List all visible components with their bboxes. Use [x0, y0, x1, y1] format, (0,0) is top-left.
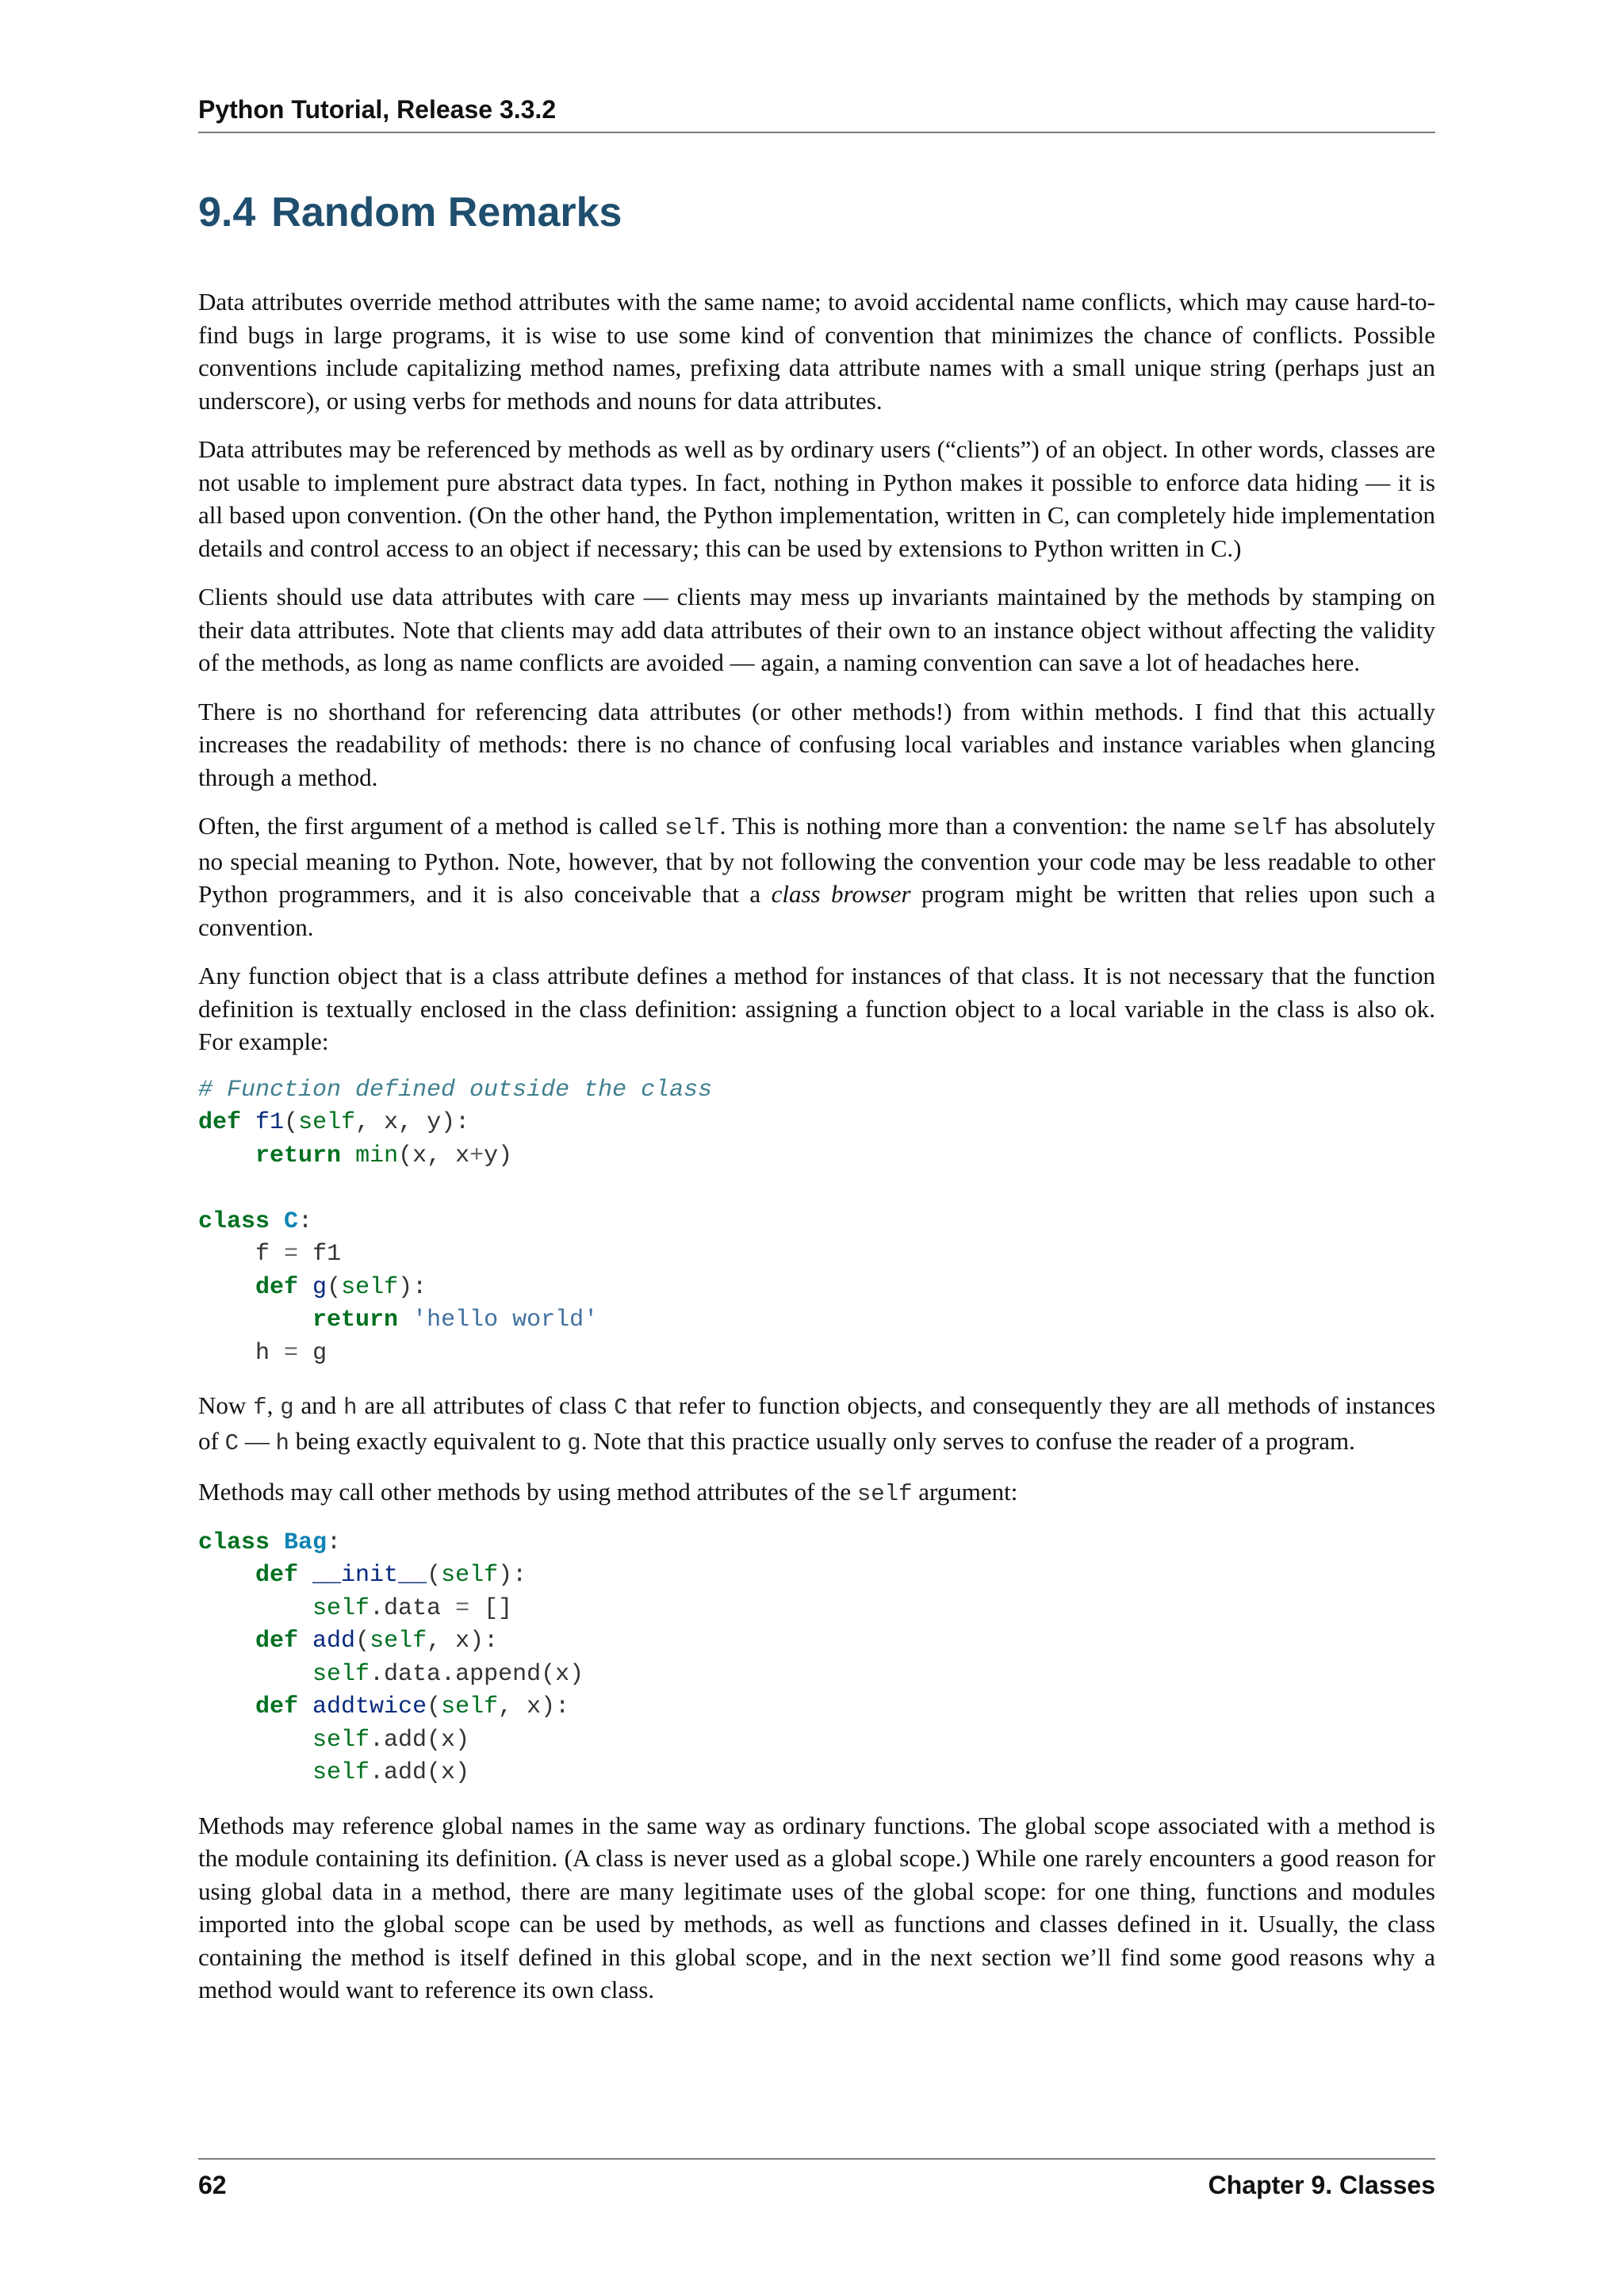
code-punct: : — [327, 1529, 342, 1556]
inline-code: C — [614, 1395, 628, 1421]
page-number: 62 — [198, 2171, 227, 2199]
paragraph-8 — [198, 1475, 1435, 1511]
code-text: .data.append(x) — [370, 1660, 584, 1688]
code-keyword: def — [255, 1628, 299, 1655]
text-run: has absolutely no special meaning to Python. Note, however, that by not following the convention your code may be less readable to other Python programmers, and it is also conceivable that a — [198, 812, 1435, 908]
inline-code: g — [567, 1429, 581, 1456]
section-number: 9.4 — [198, 189, 256, 235]
code-self: self — [341, 1273, 399, 1301]
code-text: .data — [370, 1594, 456, 1622]
paragraph-2: Data attributes may be referenced by methods as well as by ordinary users (“clients”) of an object. In other words, classes are not usable to implement pure abstract data types. In fact, nothing in Python makes it possible to enforce data hiding — it is all based upon convention. (On the other hand, the Python implementation, written in C, can completely hide implementation details and control access to an object if necessary; this can be used by extensions to Python written in C.) — [198, 435, 1435, 562]
code-text: (x, x — [398, 1142, 470, 1169]
code-comment: # Function defined outside the class — [198, 1076, 713, 1104]
code-punct: : — [298, 1207, 313, 1235]
text-run: Now — [198, 1391, 254, 1419]
code-punct: ): — [498, 1562, 527, 1589]
text-run: . Note that this practice usually only serves to confuse the reader of a program. — [580, 1426, 1355, 1455]
code-self: self — [312, 1759, 370, 1786]
code-self: self — [298, 1109, 356, 1136]
document-page — [198, 0, 1435, 2296]
inline-code: self — [1232, 815, 1288, 841]
code-operator: = — [455, 1594, 470, 1622]
text-run: — — [238, 1426, 276, 1455]
code-text: f1 — [312, 1241, 342, 1268]
text-run: are all attributes of class — [357, 1391, 615, 1419]
text-run: that refer to function objects, and consequently they are all methods of instances of — [198, 1391, 1436, 1455]
inline-code: g — [280, 1395, 294, 1421]
code-punct: ( — [427, 1693, 442, 1720]
header-title: Python Tutorial, Release 3.3.2 — [198, 95, 557, 124]
section-heading-text: Random Remarks — [271, 189, 622, 235]
code-text: , x): — [498, 1693, 570, 1720]
code-keyword: def — [255, 1273, 299, 1301]
text-run: and — [293, 1391, 344, 1419]
code-self: self — [370, 1628, 427, 1655]
code-string: 'hello world' — [412, 1307, 599, 1334]
section-title — [198, 189, 622, 236]
running-header — [198, 94, 1435, 133]
paragraph-9: Methods may reference global names in the same way as ordinary functions. The global scope associated with a method is the module containing its definition. (A class is never used as a global scope.) While one rarely encounters a good reason for using global data in a method, there are many legitimate uses of the global scope: for one thing, functions and modules imported into the global scope can be used by methods, as well as functions and classes defined in it. Usually, the class containing the method is itself defined in this global scope, and in the next section we’ll find some good reasons why a method would want to reference its own class. — [198, 1811, 1435, 2003]
paragraph-4: There is no shorthand for referencing data attributes (or other methods!) from within methods. I find that this actually increases the readability of methods: there is no chance of confusing local variables and instance variables when glancing through a method. — [198, 697, 1435, 791]
code-punct: ): — [398, 1273, 427, 1301]
code-keyword: def — [198, 1109, 242, 1136]
code-function-name: add — [312, 1628, 356, 1655]
code-self: self — [441, 1693, 499, 1720]
code-keyword: class — [198, 1529, 270, 1556]
code-class-name: Bag — [284, 1529, 327, 1556]
body-text — [198, 285, 1435, 2022]
code-punct: ( — [355, 1628, 370, 1655]
code-punct: ( — [327, 1273, 342, 1301]
code-punct: ( — [284, 1109, 299, 1136]
paragraph-6: Any function object that is a class attribute defines a method for instances of that class. It is not necessary that the function definition is textually enclosed in the class definition: assigning a function object to a local variable in the class is also ok. For example: — [198, 962, 1435, 1055]
code-block-bag-class — [198, 1527, 1435, 1790]
code-text: , x): — [427, 1628, 499, 1655]
code-text: g — [312, 1339, 327, 1367]
code-builtin: min — [355, 1142, 399, 1169]
text-run: Often, the first argument of a method is called — [198, 812, 665, 840]
inline-code: C — [224, 1429, 239, 1456]
text-run: . This is nothing more than a convention: the name — [719, 812, 1233, 840]
code-self: self — [312, 1594, 370, 1622]
code-operator: = — [284, 1339, 299, 1367]
code-self: self — [312, 1660, 370, 1688]
code-keyword: return — [312, 1307, 399, 1334]
text-run: Methods may call other methods by using method attributes of the — [198, 1478, 857, 1506]
code-class-name: C — [284, 1207, 299, 1235]
chapter-label: Chapter 9. Classes — [1208, 2171, 1435, 2199]
code-function-name: f1 — [255, 1109, 285, 1136]
code-keyword: def — [255, 1693, 299, 1720]
code-operator: = — [284, 1241, 299, 1268]
code-text: , x, y): — [355, 1109, 470, 1136]
text-run: argument: — [912, 1478, 1018, 1506]
running-footer — [198, 2158, 1435, 2206]
code-block-function-outside-class — [198, 1074, 1435, 1371]
inline-code: h — [275, 1429, 289, 1456]
code-function-name: __init__ — [312, 1562, 427, 1589]
code-keyword: def — [255, 1562, 299, 1589]
code-text: .add(x) — [370, 1759, 470, 1786]
paragraph-3: Clients should use data attributes with care — clients may mess up invariants maintained by the methods by stamping on their data attributes. Note that clients may add data attributes of their own to an instance object without affecting the validity of the methods, as long as name conflicts are avoided — again, a naming convention can save a lot of headaches here. — [198, 583, 1435, 676]
code-text: h — [255, 1339, 270, 1367]
code-function-name: addtwice — [312, 1693, 427, 1720]
text-run: program might be written that relies upon such a convention. — [198, 880, 1435, 941]
paragraph-5 — [198, 809, 1435, 943]
code-function-name: g — [312, 1273, 327, 1301]
code-self: self — [312, 1726, 370, 1754]
code-keyword: class — [198, 1207, 270, 1235]
code-punct: ( — [427, 1562, 442, 1589]
inline-code: h — [343, 1395, 358, 1421]
text-run: , — [266, 1391, 281, 1419]
emphasis: class browser — [771, 880, 911, 908]
code-keyword: return — [255, 1142, 342, 1169]
code-self: self — [441, 1562, 499, 1589]
text-run: being exactly equivalent to — [289, 1426, 568, 1455]
paragraph-1: Data attributes override method attributes with the same name; to avoid accidental name conflicts, which may cause hard-to-find bugs in large programs, it is wise to use some kind of convention that minimizes the chance of conflicts. Possible conventions include capitalizing method names, prefixing data attribute names with a small unique string (perhaps just an underscore), or using verbs for methods and nouns for data attributes. — [198, 288, 1435, 415]
code-text: .add(x) — [370, 1726, 470, 1754]
code-operator: + — [469, 1142, 485, 1169]
code-text: [] — [469, 1594, 513, 1622]
inline-code: self — [856, 1481, 913, 1507]
paragraph-7 — [198, 1389, 1435, 1460]
inline-code: self — [664, 815, 720, 841]
inline-code: f — [253, 1395, 267, 1421]
code-text: y) — [484, 1142, 513, 1169]
code-text: f — [255, 1241, 270, 1268]
